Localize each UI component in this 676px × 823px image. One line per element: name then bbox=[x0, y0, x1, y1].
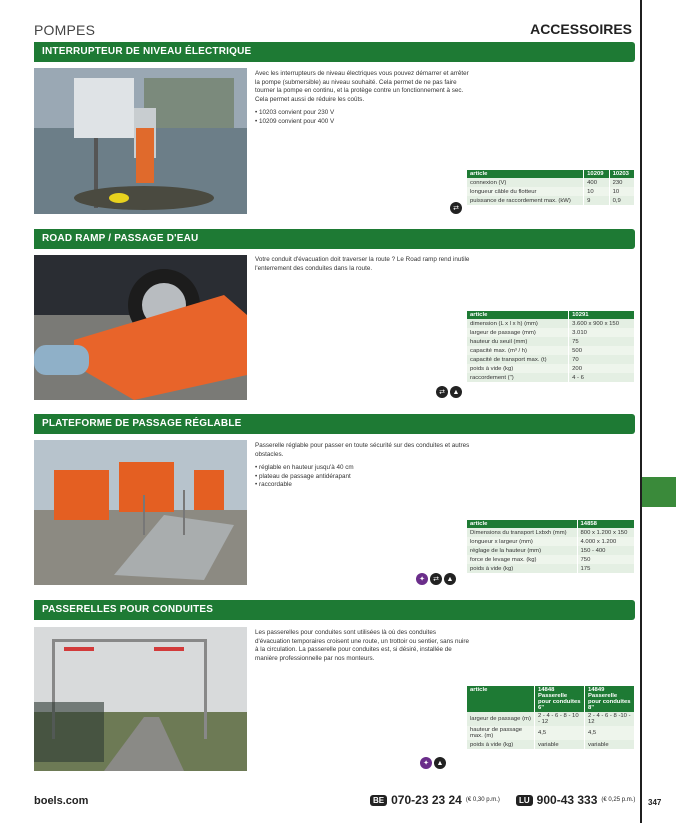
cell: 400 bbox=[584, 178, 609, 187]
col-header: article bbox=[467, 520, 577, 528]
spec-table-level-switch bbox=[467, 170, 635, 205]
cell: 10 bbox=[584, 187, 609, 196]
cell: réglage de la hauteur (mm) bbox=[467, 546, 577, 555]
cell: 4,5 bbox=[585, 726, 635, 740]
section-title-level-switch: INTERRUPTEUR DE NIVEAU ÉLECTRIQUE bbox=[34, 42, 635, 62]
col-header: 10209 bbox=[584, 170, 609, 178]
product-image-bridges bbox=[34, 627, 247, 771]
cell: 800 x 1.200 x 150 bbox=[577, 528, 634, 537]
col-header: article bbox=[467, 311, 569, 319]
col-header: 10291 bbox=[569, 311, 635, 319]
cell: 4.000 x 1.200 bbox=[577, 537, 634, 546]
cell: 0,9 bbox=[609, 196, 634, 205]
section-title-platform: PLATEFORME DE PASSAGE RÉGLABLE bbox=[34, 414, 635, 434]
cell: 3.600 x 900 x 150 bbox=[569, 319, 635, 328]
call-rate-lu: (€ 0,25 p.m.) bbox=[601, 797, 636, 803]
cell: 500 bbox=[569, 346, 635, 355]
bullet: • plateau de passage antidérapant bbox=[255, 473, 470, 482]
section-tab bbox=[642, 477, 676, 507]
installation-icon: ✦ bbox=[420, 757, 432, 769]
weight-icon: ▲ bbox=[444, 573, 456, 585]
description-road-ramp bbox=[255, 256, 470, 273]
cell: largeur de passage (m) bbox=[467, 712, 535, 726]
pump-icon: ⇄ bbox=[436, 386, 448, 398]
cell: 9 bbox=[584, 196, 609, 205]
cell: 2 - 4 - 6 - 8 - 10 - 12 bbox=[535, 712, 585, 726]
feature-icons bbox=[436, 386, 462, 398]
section-title-bridges: PASSERELLES POUR CONDUITES bbox=[34, 600, 635, 620]
weight-icon: ▲ bbox=[434, 757, 446, 769]
body-text: Avec les interrupteurs de niveau électriques vous pouvez démarrer et arrêter la pompe (submersible) au niveau souhaité. Cela permet de ne pas faire tourner la pompe en continu, et la protège contre un fonctionnement à sec. Cela permet aussi de réduire les coûts. bbox=[255, 70, 469, 103]
cell: Dimensions du transport Lxbxh (mm) bbox=[467, 528, 577, 537]
cell: 3.010 bbox=[569, 328, 635, 337]
pump-icon: ⇄ bbox=[430, 573, 442, 585]
col-header: 14848 Passerelle pour conduites 6" bbox=[535, 686, 585, 712]
page-edge-line bbox=[640, 0, 642, 823]
phone-lu[interactable] bbox=[516, 793, 635, 807]
body-text: Passerelle réglable pour passer en toute sécurité sur des conduites et autres obstacles. bbox=[255, 442, 470, 458]
cell: 70 bbox=[569, 355, 635, 364]
product-image-platform bbox=[34, 440, 247, 585]
bullet: • 10203 convient pour 230 V bbox=[255, 109, 470, 118]
spec-table-bridges bbox=[467, 686, 635, 749]
cell: hauteur du seuil (mm) bbox=[467, 337, 569, 346]
cell: 750 bbox=[577, 555, 634, 564]
product-image-road-ramp bbox=[34, 255, 247, 400]
spec-table-platform bbox=[467, 520, 635, 573]
cell: 4 - 6 bbox=[569, 373, 635, 382]
website-link[interactable]: boels.com bbox=[34, 795, 89, 807]
bullet: • réglable en hauteur jusqu'à 40 cm bbox=[255, 464, 470, 473]
cell: hauteur de passage max. (m) bbox=[467, 726, 535, 740]
feature-icons bbox=[420, 757, 446, 769]
body-text: Votre conduit d'évacuation doit traverser la route ? Le Road ramp rend inutile l'enterrement des conduites dans la route. bbox=[255, 256, 470, 272]
cell: largeur de passage (mm) bbox=[467, 328, 569, 337]
feature-icons bbox=[450, 202, 462, 214]
cell: 200 bbox=[569, 364, 635, 373]
installation-icon: ✦ bbox=[416, 573, 428, 585]
cell: 4,5 bbox=[535, 726, 585, 740]
description-bridges bbox=[255, 629, 470, 663]
category-label: POMPES bbox=[34, 22, 96, 38]
col-header: 14858 bbox=[577, 520, 634, 528]
cell: force de levage max. (kg) bbox=[467, 555, 577, 564]
section-label: ACCESSOIRES bbox=[530, 21, 632, 37]
section-title-road-ramp: ROAD RAMP / PASSAGE D'EAU bbox=[34, 229, 635, 249]
cell: 230 bbox=[609, 178, 634, 187]
cell: 175 bbox=[577, 564, 634, 573]
feature-icons bbox=[416, 573, 456, 585]
page-number: 347 bbox=[648, 798, 662, 807]
call-rate-be: (€ 0,30 p.m.) bbox=[465, 797, 500, 803]
phone-number-be: 070-23 23 24 bbox=[391, 793, 462, 807]
product-image-level-switch bbox=[34, 68, 247, 214]
country-code-lu: LU bbox=[516, 795, 533, 806]
cell: 150 - 400 bbox=[577, 546, 634, 555]
body-text: Les passerelles pour conduites sont utilisées là où des conduites d'évacuation temporaires croisent une route, un trottoir ou sentier, sans nuire à la circulation. La passerelle pour conduites est, si désiré, installée de manière professionnelle par nos monteurs. bbox=[255, 629, 470, 662]
col-header: 14849 Passerelle pour conduites 8" bbox=[585, 686, 635, 712]
col-header: article bbox=[467, 686, 535, 712]
cell: raccordement (") bbox=[467, 373, 569, 382]
description-level-switch bbox=[255, 70, 470, 126]
cell: poids à vide (kg) bbox=[467, 364, 569, 373]
weight-icon: ▲ bbox=[450, 386, 462, 398]
phone-number-lu: 900-43 333 bbox=[536, 793, 598, 807]
cell: connexion (V) bbox=[467, 178, 584, 187]
cell: puissance de raccordement max. (kW) bbox=[467, 196, 584, 205]
cell: longueur x largeur (mm) bbox=[467, 537, 577, 546]
spec-table-road-ramp bbox=[467, 311, 635, 382]
col-header: 10203 bbox=[609, 170, 634, 178]
cell: poids à vide (kg) bbox=[467, 564, 577, 573]
cell: 2 - 4 - 6 - 8 -10 - 12 bbox=[585, 712, 635, 726]
cell: variable bbox=[585, 740, 635, 749]
cell: 10 bbox=[609, 187, 634, 196]
cell: 75 bbox=[569, 337, 635, 346]
description-platform bbox=[255, 442, 470, 490]
col-header: article bbox=[467, 170, 584, 178]
cell: capacité de transport max. (t) bbox=[467, 355, 569, 364]
pump-icon: ⇄ bbox=[450, 202, 462, 214]
bullet: • 10209 convient pour 400 V bbox=[255, 118, 470, 127]
cell: dimension (L x l x h) (mm) bbox=[467, 319, 569, 328]
cell: capacité max. (m³ / h) bbox=[467, 346, 569, 355]
bullet: • raccordable bbox=[255, 481, 470, 490]
cell: variable bbox=[535, 740, 585, 749]
country-code-be: BE bbox=[370, 795, 387, 806]
phone-be[interactable] bbox=[370, 793, 500, 807]
cell: poids à vide (kg) bbox=[467, 740, 535, 749]
cell: longueur câble du flotteur bbox=[467, 187, 584, 196]
